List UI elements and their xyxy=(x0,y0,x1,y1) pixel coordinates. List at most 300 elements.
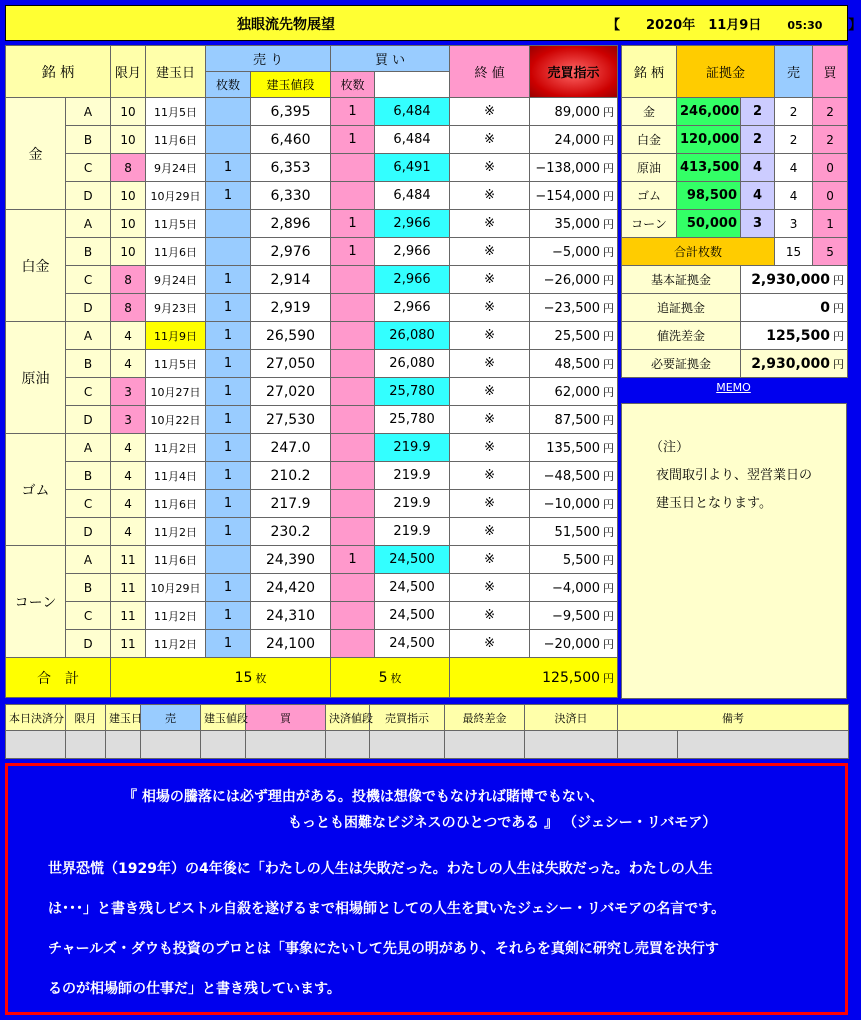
sell-count: 1 xyxy=(206,294,251,322)
margin-row xyxy=(622,98,848,126)
signal-mark: ※ xyxy=(450,182,530,210)
close-price: 25,780 xyxy=(375,378,450,406)
diff-value: −20,000 xyxy=(543,636,601,652)
position-price: 2,919 xyxy=(251,294,331,322)
diff-value: 25,500 xyxy=(554,328,601,344)
table-row xyxy=(6,154,618,182)
position-date: 11月6日 xyxy=(146,126,206,154)
margin-sell: 4 xyxy=(775,154,813,182)
buy-count: 1 xyxy=(331,546,375,574)
total-lots-sell: 15 xyxy=(775,238,813,266)
summary-row xyxy=(622,266,848,294)
unit: 枚 xyxy=(255,671,267,685)
signal-mark: ※ xyxy=(450,602,530,630)
signal-mark: ※ xyxy=(450,350,530,378)
sell-count: 1 xyxy=(206,182,251,210)
diff-value: 135,500 xyxy=(546,440,601,456)
buy-count xyxy=(331,630,375,658)
summary-value xyxy=(741,322,848,350)
header-uri: 売 り xyxy=(206,46,331,72)
margin-sell: 4 xyxy=(775,182,813,210)
date-value: 2020年 11月9日 xyxy=(646,18,762,33)
close-price: 2,966 xyxy=(375,238,450,266)
position-date: 9月24日 xyxy=(146,266,206,294)
sell-count: 1 xyxy=(206,266,251,294)
position-date: 11月2日 xyxy=(146,434,206,462)
yen-unit: 円 xyxy=(603,161,615,175)
sell-count: 1 xyxy=(206,322,251,350)
yen-unit: 円 xyxy=(603,413,615,427)
yen-unit: 円 xyxy=(603,357,615,371)
signal-mark: ※ xyxy=(450,126,530,154)
contract-letter: A xyxy=(66,434,111,462)
settle-empty-cell xyxy=(326,731,370,759)
diff-value: −26,000 xyxy=(543,272,601,288)
position-price: 210.2 xyxy=(251,462,331,490)
settle-header: 建玉値段 xyxy=(201,705,246,731)
contract-month: 8 xyxy=(111,154,146,182)
settle-header: 建玉日 xyxy=(106,705,141,731)
position-date: 11月9日 xyxy=(146,322,206,350)
sell-count: 1 xyxy=(206,406,251,434)
diff-value: 62,000 xyxy=(554,384,601,400)
group-name: 白金 xyxy=(6,210,66,322)
yen-unit: 円 xyxy=(603,441,615,455)
side-header-uri: 売 xyxy=(775,46,813,98)
signal-mark: ※ xyxy=(450,98,530,126)
summary-amount: 0 xyxy=(820,299,831,316)
signal-mark: ※ xyxy=(450,154,530,182)
close-price: 24,500 xyxy=(375,630,450,658)
close-price: 2,966 xyxy=(375,294,450,322)
table-row xyxy=(6,630,618,658)
table-row xyxy=(6,462,618,490)
buy-count xyxy=(331,294,375,322)
memo-line: 建玉日となります。 xyxy=(656,496,772,511)
table-row xyxy=(6,238,618,266)
group-name: ゴム xyxy=(6,434,66,546)
contract-month: 8 xyxy=(111,294,146,322)
contract-month: 3 xyxy=(111,378,146,406)
summary-value xyxy=(741,294,848,322)
contract-letter: B xyxy=(66,462,111,490)
signal-mark: ※ xyxy=(450,574,530,602)
settlement-table xyxy=(5,704,849,759)
contract-month: 10 xyxy=(111,210,146,238)
diff-amount xyxy=(530,574,618,602)
table-row xyxy=(6,378,618,406)
contract-month: 4 xyxy=(111,490,146,518)
margin-name: 原油 xyxy=(622,154,677,182)
unit: 枚 xyxy=(390,671,402,685)
signal-mark: ※ xyxy=(450,434,530,462)
summary-label: 追証拠金 xyxy=(622,294,741,322)
yen-unit: 円 xyxy=(603,245,615,259)
summary-amount: 2,930,000 xyxy=(751,271,831,288)
settle-header: 最終差金 xyxy=(445,705,525,731)
sell-count: 1 xyxy=(206,518,251,546)
margin-row xyxy=(622,210,848,238)
diff-value: 24,000 xyxy=(554,132,601,148)
contract-letter: D xyxy=(66,518,111,546)
table-row xyxy=(6,322,618,350)
sell-count: 1 xyxy=(206,154,251,182)
sell-count xyxy=(206,126,251,154)
sell-count: 1 xyxy=(206,378,251,406)
quote-line: もっとも困難なビジネスのひとつである 』 （ジェシー・リバモア） xyxy=(288,815,717,831)
diff-value: 35,000 xyxy=(554,216,601,232)
diff-amount xyxy=(530,294,618,322)
position-date: 11月6日 xyxy=(146,546,206,574)
contract-month: 4 xyxy=(111,462,146,490)
position-price: 6,460 xyxy=(251,126,331,154)
yen-unit: 円 xyxy=(603,637,615,651)
bracket-close: 】 xyxy=(848,18,861,33)
signal-mark: ※ xyxy=(450,210,530,238)
side-header-kai: 買 xyxy=(813,46,848,98)
yen-unit: 円 xyxy=(833,329,845,343)
position-price: 24,100 xyxy=(251,630,331,658)
position-date: 11月4日 xyxy=(146,462,206,490)
position-price: 2,914 xyxy=(251,266,331,294)
sell-count: 1 xyxy=(206,630,251,658)
position-price: 26,590 xyxy=(251,322,331,350)
yen-unit: 円 xyxy=(603,329,615,343)
yen-unit: 円 xyxy=(603,671,615,685)
close-price: 24,500 xyxy=(375,574,450,602)
signal-mark: ※ xyxy=(450,266,530,294)
yen-unit: 円 xyxy=(603,609,615,623)
title-bar xyxy=(5,5,861,41)
memo-line: 夜間取引より、翌営業日の xyxy=(656,468,813,483)
diff-value: 48,500 xyxy=(554,356,601,372)
total-sell xyxy=(111,658,331,698)
contract-letter: A xyxy=(66,98,111,126)
contract-month: 10 xyxy=(111,238,146,266)
yen-unit: 円 xyxy=(603,133,615,147)
margin-lots: 4 xyxy=(741,154,775,182)
yen-unit: 円 xyxy=(603,189,615,203)
settle-empty-cell xyxy=(445,731,525,759)
summary-value xyxy=(741,350,848,378)
margin-table xyxy=(621,45,848,378)
position-date: 9月24日 xyxy=(146,154,206,182)
close-price: 6,491 xyxy=(375,154,450,182)
table-row xyxy=(6,182,618,210)
table-row xyxy=(6,350,618,378)
settle-empty-cell xyxy=(370,731,445,759)
contract-letter: B xyxy=(66,350,111,378)
close-price: 219.9 xyxy=(375,434,450,462)
buy-count xyxy=(331,266,375,294)
sell-count: 1 xyxy=(206,574,251,602)
quote-line: るのが相場師の仕事だ」と書き残しています。 xyxy=(48,981,341,997)
diff-amount xyxy=(530,210,618,238)
header-tateprice: 建玉値段 xyxy=(251,72,331,98)
bracket-open: 【 xyxy=(607,18,621,33)
header-gengetsu: 限月 xyxy=(111,46,146,98)
sell-count xyxy=(206,98,251,126)
total-buy xyxy=(331,658,450,698)
sell-count: 1 xyxy=(206,434,251,462)
diff-amount xyxy=(530,350,618,378)
contract-letter: A xyxy=(66,546,111,574)
signal-mark: ※ xyxy=(450,630,530,658)
close-price: 219.9 xyxy=(375,518,450,546)
contract-letter: D xyxy=(66,630,111,658)
position-price: 217.9 xyxy=(251,490,331,518)
contract-month: 3 xyxy=(111,406,146,434)
contract-month: 10 xyxy=(111,126,146,154)
position-date: 11月5日 xyxy=(146,98,206,126)
sell-count xyxy=(206,546,251,574)
contract-letter: B xyxy=(66,574,111,602)
group-name: 原油 xyxy=(6,322,66,434)
margin-lots: 4 xyxy=(741,182,775,210)
diff-amount xyxy=(530,462,618,490)
table-row xyxy=(6,266,618,294)
memo-line: （注） xyxy=(650,440,690,455)
quote-line: チャールズ・ダウも投資のプロとは「事象にたいして先見の明があり、それらを真剣に研究し売買を決行す xyxy=(48,941,719,957)
summary-amount: 2,930,000 xyxy=(751,355,831,372)
total-label: 合 計 xyxy=(6,658,111,698)
diff-value: −9,500 xyxy=(551,608,601,624)
settle-empty-cell xyxy=(6,731,66,759)
group-name: コーン xyxy=(6,546,66,658)
summary-row xyxy=(622,294,848,322)
position-date: 11月6日 xyxy=(146,238,206,266)
margin-name: ゴム xyxy=(622,182,677,210)
margin-sell: 3 xyxy=(775,210,813,238)
buy-count xyxy=(331,322,375,350)
diff-amount xyxy=(530,98,618,126)
quote-line: は･･･」と書き残しピストル自殺を遂げるまで相場師としての人生を貫いたジェシー・リバモアの名言です。 xyxy=(48,901,726,917)
table-row xyxy=(6,574,618,602)
yen-unit: 円 xyxy=(603,217,615,231)
diff-value: 51,500 xyxy=(554,524,601,540)
sell-count: 1 xyxy=(206,462,251,490)
diff-value: −5,000 xyxy=(551,244,601,260)
total-lots-buy: 5 xyxy=(813,238,848,266)
yen-unit: 円 xyxy=(603,273,615,287)
close-price: 26,080 xyxy=(375,350,450,378)
total-diff-value: 125,500 xyxy=(542,669,601,686)
table-row xyxy=(6,602,618,630)
diff-value: −23,500 xyxy=(543,300,601,316)
margin-sell: 2 xyxy=(775,126,813,154)
margin-sell: 2 xyxy=(775,98,813,126)
diff-amount xyxy=(530,266,618,294)
diff-value: 87,500 xyxy=(554,412,601,428)
quote-line: 『 相場の騰落には必ず理由がある。投機は想像でもなければ賭博でもない、 xyxy=(123,789,604,805)
signal-mark: ※ xyxy=(450,518,530,546)
summary-row xyxy=(622,322,848,350)
position-price: 2,976 xyxy=(251,238,331,266)
close-price: 26,080 xyxy=(375,322,450,350)
close-price: 2,966 xyxy=(375,266,450,294)
margin-amount: 246,000 xyxy=(677,98,741,126)
header-tatedate: 建玉日 xyxy=(146,46,206,98)
signal-mark: ※ xyxy=(450,546,530,574)
margin-name: 白金 xyxy=(622,126,677,154)
diff-amount xyxy=(530,434,618,462)
margin-row xyxy=(622,154,848,182)
contract-letter: A xyxy=(66,210,111,238)
diff-value: −154,000 xyxy=(535,188,601,204)
buy-count: 1 xyxy=(331,126,375,154)
settle-empty-cell xyxy=(106,731,141,759)
settle-header: 限月 xyxy=(66,705,106,731)
settle-header: 備考 xyxy=(618,705,849,731)
diff-value: 89,000 xyxy=(554,104,601,120)
position-price: 6,395 xyxy=(251,98,331,126)
summary-row xyxy=(622,350,848,378)
diff-amount xyxy=(530,126,618,154)
margin-name: 金 xyxy=(622,98,677,126)
position-price: 230.2 xyxy=(251,518,331,546)
table-row xyxy=(6,210,618,238)
contract-letter: C xyxy=(66,378,111,406)
yen-unit: 円 xyxy=(833,357,845,371)
header-kai: 買 い xyxy=(331,46,450,72)
yen-unit: 円 xyxy=(603,497,615,511)
contract-letter: B xyxy=(66,126,111,154)
summary-label: 値洗差金 xyxy=(622,322,741,350)
table-row xyxy=(6,490,618,518)
contract-month: 11 xyxy=(111,546,146,574)
buy-count xyxy=(331,434,375,462)
memo-panel xyxy=(621,403,847,699)
total-sell-value: 15 xyxy=(234,669,253,686)
close-price: 24,500 xyxy=(375,602,450,630)
settle-empty-cell xyxy=(618,731,678,759)
diff-value: −10,000 xyxy=(543,496,601,512)
sell-count: 1 xyxy=(206,602,251,630)
contract-letter: D xyxy=(66,406,111,434)
diff-amount xyxy=(530,546,618,574)
contract-month: 11 xyxy=(111,602,146,630)
date-display xyxy=(607,14,861,33)
settle-header: 売 xyxy=(141,705,201,731)
position-price: 24,420 xyxy=(251,574,331,602)
table-row xyxy=(6,98,618,126)
margin-amount: 50,000 xyxy=(677,210,741,238)
settle-header: 本日決済分 xyxy=(6,705,66,731)
position-date: 10月29日 xyxy=(146,574,206,602)
contract-letter: C xyxy=(66,602,111,630)
margin-row xyxy=(622,126,848,154)
contract-month: 11 xyxy=(111,574,146,602)
header-maisu-sell: 枚数 xyxy=(206,72,251,98)
position-date: 11月5日 xyxy=(146,210,206,238)
close-price: 25,780 xyxy=(375,406,450,434)
diff-amount xyxy=(530,378,618,406)
close-price: 6,484 xyxy=(375,126,450,154)
position-price: 27,530 xyxy=(251,406,331,434)
contract-month: 4 xyxy=(111,322,146,350)
buy-count xyxy=(331,406,375,434)
signal-mark: ※ xyxy=(450,294,530,322)
position-date: 11月5日 xyxy=(146,350,206,378)
position-price: 6,353 xyxy=(251,154,331,182)
table-row xyxy=(6,434,618,462)
time-value: 05:30 xyxy=(787,19,823,32)
position-price: 24,310 xyxy=(251,602,331,630)
page-title: 独眼流先物展望 xyxy=(237,17,335,33)
yen-unit: 円 xyxy=(603,581,615,595)
diff-amount xyxy=(530,490,618,518)
settle-header: 買 xyxy=(246,705,326,731)
settle-empty-cell xyxy=(678,731,849,759)
contract-letter: B xyxy=(66,238,111,266)
contract-month: 8 xyxy=(111,266,146,294)
margin-amount: 413,500 xyxy=(677,154,741,182)
settle-empty-cell xyxy=(246,731,326,759)
buy-count: 1 xyxy=(331,98,375,126)
signal-mark: ※ xyxy=(450,490,530,518)
position-price: 247.0 xyxy=(251,434,331,462)
close-price: 6,484 xyxy=(375,182,450,210)
close-price: 24,500 xyxy=(375,546,450,574)
settle-empty-cell xyxy=(66,731,106,759)
margin-buy: 1 xyxy=(813,210,848,238)
position-date: 10月22日 xyxy=(146,406,206,434)
diff-amount xyxy=(530,154,618,182)
buy-count xyxy=(331,182,375,210)
buy-count: 1 xyxy=(331,238,375,266)
position-price: 24,390 xyxy=(251,546,331,574)
memo-link[interactable]: MEMO xyxy=(716,381,751,394)
yen-unit: 円 xyxy=(833,301,845,315)
margin-lots: 2 xyxy=(741,126,775,154)
settle-empty-cell xyxy=(201,731,246,759)
yen-unit: 円 xyxy=(603,553,615,567)
position-date: 11月2日 xyxy=(146,602,206,630)
total-buy-value: 5 xyxy=(378,669,388,686)
signal-mark: ※ xyxy=(450,378,530,406)
margin-amount: 120,000 xyxy=(677,126,741,154)
summary-label: 基本証拠金 xyxy=(622,266,741,294)
positions-table xyxy=(5,45,618,698)
diff-value: −48,500 xyxy=(543,468,601,484)
diff-amount xyxy=(530,602,618,630)
close-price: 219.9 xyxy=(375,462,450,490)
header-meigara: 銘 柄 xyxy=(6,46,111,98)
buy-count xyxy=(331,462,375,490)
baibai-shiji-button[interactable]: 売買指示 xyxy=(530,46,618,98)
margin-name: コーン xyxy=(622,210,677,238)
header-maisu-buy: 枚数 xyxy=(331,72,375,98)
position-date: 10月27日 xyxy=(146,378,206,406)
diff-value: −138,000 xyxy=(535,160,601,176)
contract-letter: C xyxy=(66,266,111,294)
diff-amount xyxy=(530,518,618,546)
yen-unit: 円 xyxy=(603,301,615,315)
buy-count: 1 xyxy=(331,210,375,238)
position-price: 6,330 xyxy=(251,182,331,210)
signal-mark: ※ xyxy=(450,462,530,490)
buy-count xyxy=(331,378,375,406)
quote-line: 世界恐慌（1929年）の4年後に「わたしの人生は失敗だった。わたしの人生は失敗だった。わたしの人生 xyxy=(48,861,713,877)
position-price: 2,896 xyxy=(251,210,331,238)
total-diff xyxy=(450,658,618,698)
table-row xyxy=(6,518,618,546)
diff-amount xyxy=(530,238,618,266)
total-lots-label: 合計枚数 xyxy=(622,238,775,266)
position-price: 27,050 xyxy=(251,350,331,378)
settle-empty-cell xyxy=(141,731,201,759)
contract-letter: A xyxy=(66,322,111,350)
